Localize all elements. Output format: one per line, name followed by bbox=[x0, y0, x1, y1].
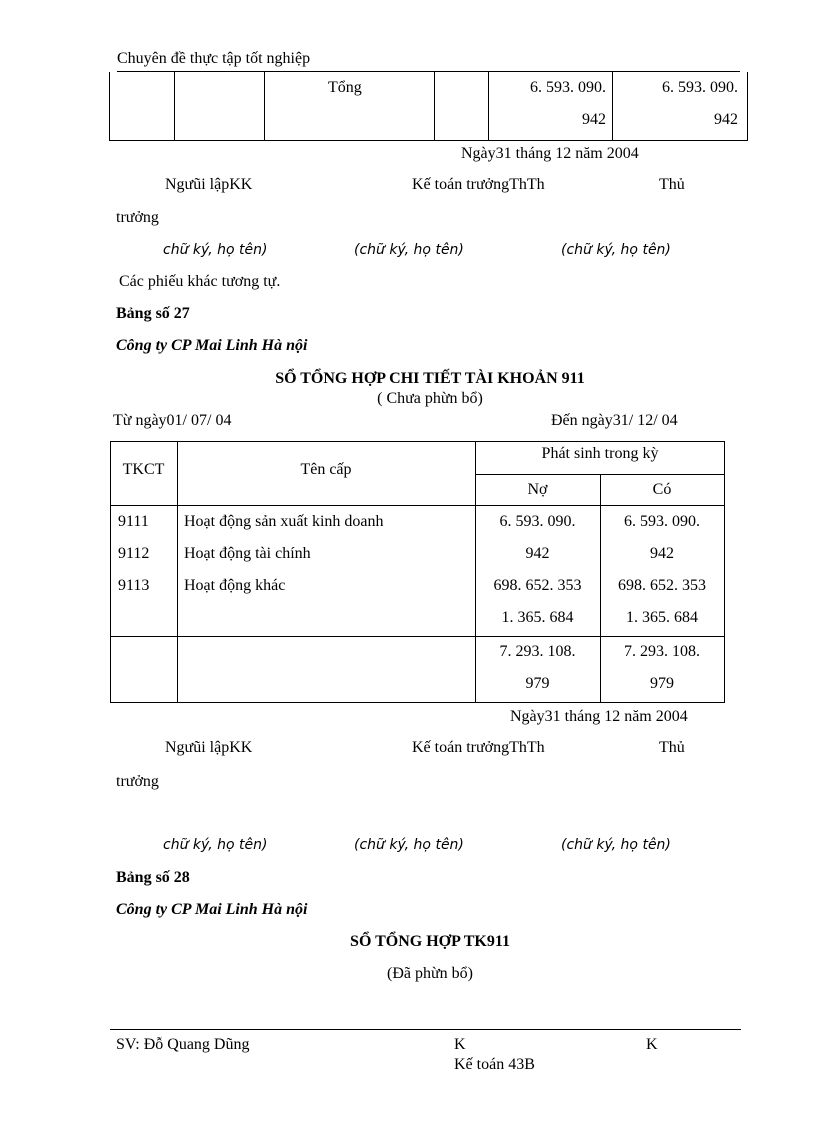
total-credit: 7. 293. 108. bbox=[624, 643, 700, 660]
col-header-name: Tên cấp bbox=[300, 461, 352, 478]
table27-subtitle: ( Chưa phừn bổ) bbox=[377, 390, 483, 407]
sign2-accountant: Kế toán trưởngThTh bbox=[412, 739, 545, 756]
sign2-preparer: Ngưũi lậpKK bbox=[165, 739, 253, 756]
footer-rule bbox=[110, 1029, 741, 1030]
sign1-sig-3: (chữ ký, họ tên) bbox=[561, 242, 671, 258]
footer-mark-2: K bbox=[646, 1036, 658, 1053]
sign2-sig-1: chữ ký, họ tên) bbox=[163, 837, 268, 853]
row-name: Hoạt động sản xuất kinh doanh bbox=[184, 513, 384, 530]
header-title: Chuyên đề thực tập tốt nghiệp bbox=[117, 50, 311, 67]
table27-company: Công ty CP Mai Linh Hà nội bbox=[116, 337, 308, 354]
table27-title: SỔ TỔNG HỢP CHI TIẾT TÀI KHOẢN 911 bbox=[275, 370, 585, 387]
footer-class: Kế toán 43B bbox=[454, 1056, 535, 1073]
col-header-debit: Nợ bbox=[527, 481, 548, 498]
col-header-credit: Có bbox=[652, 481, 672, 498]
sign2-sig-3: (chữ ký, họ tên) bbox=[561, 837, 671, 853]
row-code: 9113 bbox=[118, 577, 150, 594]
credit-cell: 6. 593. 090. bbox=[624, 513, 700, 530]
total-debit: 979 bbox=[525, 675, 550, 692]
credit-cell: 698. 652. 353 bbox=[618, 577, 706, 594]
total-debit: 7. 293. 108. bbox=[499, 643, 576, 660]
credit-cell: 942 bbox=[650, 545, 674, 562]
sign2-date: Ngày31 tháng 12 năm 2004 bbox=[510, 708, 688, 725]
credit-cell: 1. 365. 684 bbox=[626, 609, 698, 626]
row-code: 9111 bbox=[118, 513, 149, 530]
footer-student: SV: Đỗ Quang Dũng bbox=[116, 1036, 250, 1053]
debit-cell: 942 bbox=[525, 545, 550, 562]
sign1-preparer: Ngưũi lậpKK bbox=[165, 176, 253, 193]
total-debit-line1: 6. 593. 090. bbox=[530, 79, 606, 96]
debit-cell: 698. 652. 353 bbox=[493, 577, 582, 594]
sign1-accountant: Kế toán trưởngThTh bbox=[412, 176, 545, 193]
total-credit: 979 bbox=[650, 675, 674, 692]
total-label: Tổng bbox=[328, 79, 362, 96]
table28-company: Công ty CP Mai Linh Hà nội bbox=[116, 901, 308, 918]
sign2-head: Thủ bbox=[659, 739, 685, 756]
row-code: 9112 bbox=[118, 545, 150, 562]
row-name: Hoạt động tài chính bbox=[184, 545, 311, 562]
footer-mark-1: K bbox=[454, 1036, 466, 1053]
total-credit-line2: 942 bbox=[714, 111, 738, 128]
table27-from-date: Từ ngày01/ 07/ 04 bbox=[113, 412, 232, 429]
sign1-head: Thủ bbox=[659, 176, 685, 193]
row-name: Hoạt động khác bbox=[184, 577, 286, 594]
debit-cell: 1. 365. 684 bbox=[501, 609, 574, 626]
total-debit-line2: 942 bbox=[582, 111, 606, 128]
sign2-head-cont: trưởng bbox=[116, 773, 159, 790]
sign1-sig-1: chữ ký, họ tên) bbox=[163, 242, 268, 258]
table27-label: Bảng số 27 bbox=[116, 305, 190, 322]
col-header-code: TKCT bbox=[122, 461, 165, 478]
note-text: Các phiếu khác tương tự. bbox=[119, 273, 281, 290]
table28-label: Bảng số 28 bbox=[116, 869, 190, 886]
total-credit-line1: 6. 593. 090. bbox=[662, 79, 738, 96]
table28-subtitle: (Đã phừn bổ) bbox=[387, 965, 473, 982]
sign1-sig-2: (chữ ký, họ tên) bbox=[354, 242, 464, 258]
debit-cell: 6. 593. 090. bbox=[499, 513, 576, 530]
col-header-period: Phát sinh trong kỳ bbox=[541, 445, 659, 462]
sign1-head-cont: trưởng bbox=[116, 209, 159, 226]
header-rule bbox=[117, 71, 740, 72]
sign1-date: Ngày31 tháng 12 năm 2004 bbox=[461, 145, 639, 162]
sign2-sig-2: (chữ ký, họ tên) bbox=[354, 837, 464, 853]
table28-title: SỔ TỔNG HỢP TK911 bbox=[350, 933, 510, 950]
table27-to-date: Đến ngày31/ 12/ 04 bbox=[551, 412, 678, 429]
